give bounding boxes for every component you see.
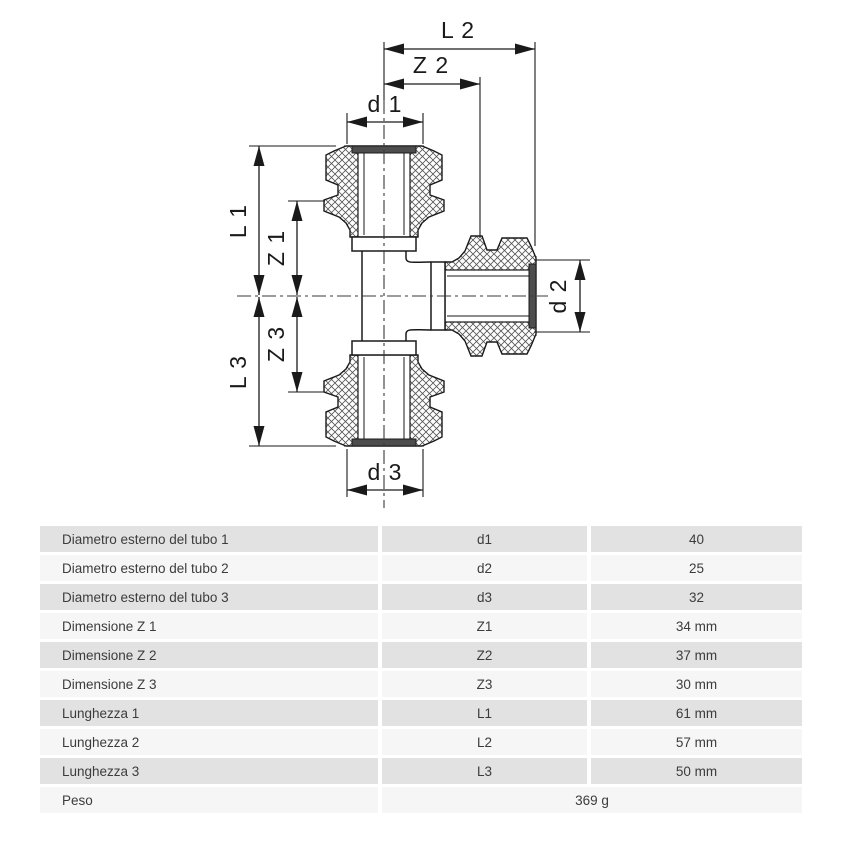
spec-label: Lunghezza 2 [40,729,378,755]
spec-label: Peso [40,787,378,813]
spec-value: 32 [591,584,802,610]
spec-value: 50 mm [591,758,802,784]
spec-value: 37 mm [591,642,802,668]
dim-label-z1: Z 1 [263,229,289,267]
spec-label: Diametro esterno del tubo 3 [40,584,378,610]
spec-label: Dimensione Z 3 [40,671,378,697]
spec-value: 57 mm [591,729,802,755]
spec-label: Diametro esterno del tubo 1 [40,526,378,552]
dim-label-l2: L 2 [440,17,476,43]
spec-label: Dimensione Z 2 [40,642,378,668]
spec-label: Dimensione Z 1 [40,613,378,639]
spec-value: 25 [591,555,802,581]
spec-symbol: L2 [382,729,587,755]
spec-symbol: L3 [382,758,587,784]
spec-symbol: L1 [382,700,587,726]
spec-symbol: d3 [382,584,587,610]
spec-value: 34 mm [591,613,802,639]
spec-value: 61 mm [591,700,802,726]
spec-table [40,526,802,813]
spec-label: Lunghezza 3 [40,758,378,784]
spec-symbol: Z2 [382,642,587,668]
dim-label-z3: Z 3 [263,325,289,363]
spec-value: 30 mm [591,671,802,697]
spec-label: Diametro esterno del tubo 2 [40,555,378,581]
dim-label-l3: L 3 [225,354,251,390]
dim-label-z2: Z 2 [412,52,450,78]
spec-value: 369 g [382,787,802,813]
dim-label-d3: d 3 [367,459,403,485]
dim-label-d2: d 2 [545,278,571,314]
spec-label: Lunghezza 1 [40,700,378,726]
spec-symbol: d1 [382,526,587,552]
dim-label-l1: L 1 [225,203,251,239]
spec-value: 40 [591,526,802,552]
spec-symbol: Z1 [382,613,587,639]
dim-label-d1: d 1 [367,91,403,117]
spec-symbol: Z3 [382,671,587,697]
spec-symbol: d2 [382,555,587,581]
